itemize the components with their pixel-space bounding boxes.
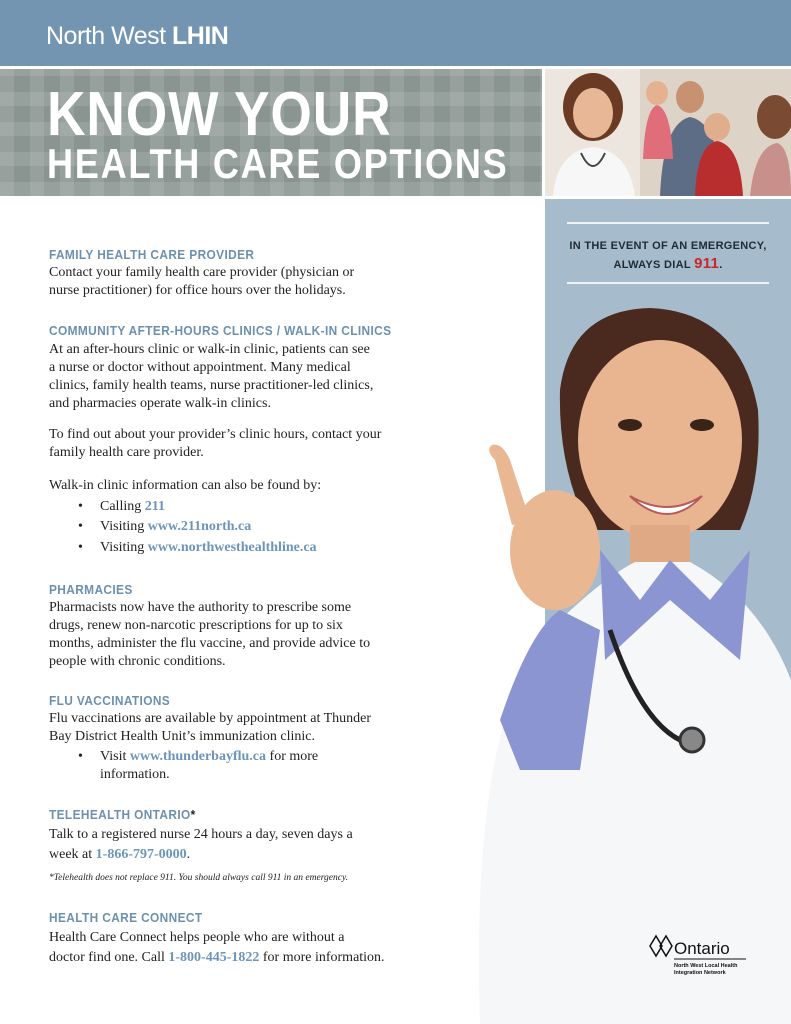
connect-suffix: for more information. bbox=[259, 950, 385, 965]
pharmacies-line3: months, administer the flu vaccine, and provide advice to bbox=[49, 636, 371, 651]
nurse-photo bbox=[440, 300, 791, 1024]
list-item bbox=[78, 748, 319, 784]
bullet-dot: • bbox=[78, 519, 83, 534]
connect-line1: Health Care Connect helps people who are without a bbox=[49, 930, 345, 945]
link-northwesthealthline[interactable]: www.northwesthealthline.ca bbox=[147, 540, 317, 555]
telehealth-line1: Talk to a registered nurse 24 hours a day, seven days a bbox=[49, 827, 353, 842]
emergency-callout bbox=[567, 237, 769, 274]
link-thunderbayflu[interactable]: www.thunderbayflu.ca bbox=[129, 749, 267, 764]
family-text bbox=[49, 264, 444, 300]
emergency-line2 bbox=[567, 255, 769, 274]
divider-top bbox=[567, 222, 769, 224]
clinics-text bbox=[49, 341, 444, 413]
heading-clinics: COMMUNITY AFTER-HOURS CLINICS / WALK-IN CLINICS bbox=[49, 324, 392, 338]
telehealth-asterisk: * bbox=[190, 808, 196, 822]
ontario-logo bbox=[646, 932, 766, 982]
clinics-para2-line1: To find out about your provider’s clinic hours, contact your bbox=[49, 427, 382, 442]
telehealth-text bbox=[49, 825, 444, 865]
clinics-line2: a nurse or doctor without appointment. Many medical bbox=[49, 360, 351, 375]
list-item bbox=[78, 498, 165, 516]
emergency-dial-text: ALWAYS DIAL bbox=[613, 259, 691, 271]
list-item bbox=[78, 518, 252, 536]
heading-family: FAMILY HEALTH CARE PROVIDER bbox=[49, 248, 255, 262]
emergency-number: 911 bbox=[694, 255, 720, 272]
page-title-line2: HEALTH CARE OPTIONS bbox=[47, 140, 509, 187]
clinics-line4: and pharmacies operate walk-in clinics. bbox=[49, 396, 271, 411]
flu-line2: Bay District Health Unit’s immunization clinic. bbox=[49, 729, 315, 744]
telehealth-heading-text: TELEHEALTH ONTARIO bbox=[49, 808, 191, 822]
brand-regular: North West bbox=[46, 22, 166, 50]
heading-connect: HEALTH CARE CONNECT bbox=[49, 911, 203, 925]
ontario-sub1: North West Local Health bbox=[674, 963, 738, 969]
emergency-period: . bbox=[719, 259, 723, 271]
clinics-para2 bbox=[49, 426, 444, 462]
pharmacies-line4: people with chronic conditions. bbox=[49, 654, 226, 669]
telehealth-line2 bbox=[49, 845, 444, 865]
pharmacies-line2: drugs, renew non-narcotic prescriptions for up to six bbox=[49, 618, 343, 633]
connect-phone-link[interactable]: 1-800-445-1822 bbox=[168, 950, 260, 965]
list-item bbox=[78, 539, 317, 557]
clinics-line1: At an after-hours clinic or walk-in clinic, patients can see bbox=[49, 342, 370, 357]
family-line1: Contact your family health care provider (physician or bbox=[49, 265, 355, 280]
phone-link-211[interactable]: 211 bbox=[144, 499, 165, 514]
bullet-dot: • bbox=[78, 749, 83, 764]
telehealth-prefix: week at bbox=[49, 847, 96, 862]
header-bar bbox=[0, 0, 791, 66]
bullet-dot: • bbox=[78, 540, 83, 555]
bullet-prefix: Visiting bbox=[100, 540, 148, 555]
heading-pharmacies: PHARMACIES bbox=[49, 583, 133, 597]
heading-telehealth bbox=[49, 808, 196, 822]
bullet-suffix: for more bbox=[266, 749, 319, 764]
telehealth-phone-link[interactable]: 1-866-797-0000 bbox=[95, 847, 187, 862]
family-line2: nurse practitioner) for office hours over the holidays. bbox=[49, 283, 346, 298]
ontario-sub2: Integration Network bbox=[674, 970, 726, 976]
brand-bold: LHIN bbox=[172, 22, 229, 50]
telehealth-note: *Telehealth does not replace 911. You should always call 911 in an emergency. bbox=[49, 873, 349, 883]
bullet-prefix: Visiting bbox=[100, 519, 148, 534]
heading-flu: FLU VACCINATIONS bbox=[49, 694, 171, 708]
brand-logo bbox=[46, 22, 228, 51]
page-title-line1: KNOW YOUR bbox=[47, 80, 392, 149]
flu-line1: Flu vaccinations are available by appointment at Thunder bbox=[49, 711, 372, 726]
bullet-line2: information. bbox=[100, 767, 170, 782]
connect-line2 bbox=[49, 948, 449, 968]
link-211north[interactable]: www.211north.ca bbox=[147, 519, 252, 534]
family-photo bbox=[545, 69, 791, 196]
bullet-dot: • bbox=[78, 499, 83, 514]
ontario-wordmark: Ontario bbox=[674, 939, 730, 958]
connect-prefix: doctor find one. Call bbox=[49, 950, 169, 965]
pharmacies-line1: Pharmacists now have the authority to prescribe some bbox=[49, 600, 352, 615]
clinics-para3: Walk-in clinic information can also be found by: bbox=[49, 478, 322, 493]
clinics-para2-line2: family health care provider. bbox=[49, 445, 204, 460]
divider-bottom bbox=[567, 282, 769, 284]
bullet-prefix: Calling bbox=[100, 499, 145, 514]
telehealth-suffix: . bbox=[186, 847, 191, 862]
bullet-prefix: Visit bbox=[100, 749, 130, 764]
emergency-line1: IN THE EVENT OF AN EMERGENCY, bbox=[569, 240, 767, 252]
connect-text bbox=[49, 928, 449, 968]
pharmacies-text bbox=[49, 599, 444, 671]
flu-text bbox=[49, 710, 444, 746]
clinics-line3: clinics, family health teams, nurse practitioner-led clinics, bbox=[49, 378, 374, 393]
